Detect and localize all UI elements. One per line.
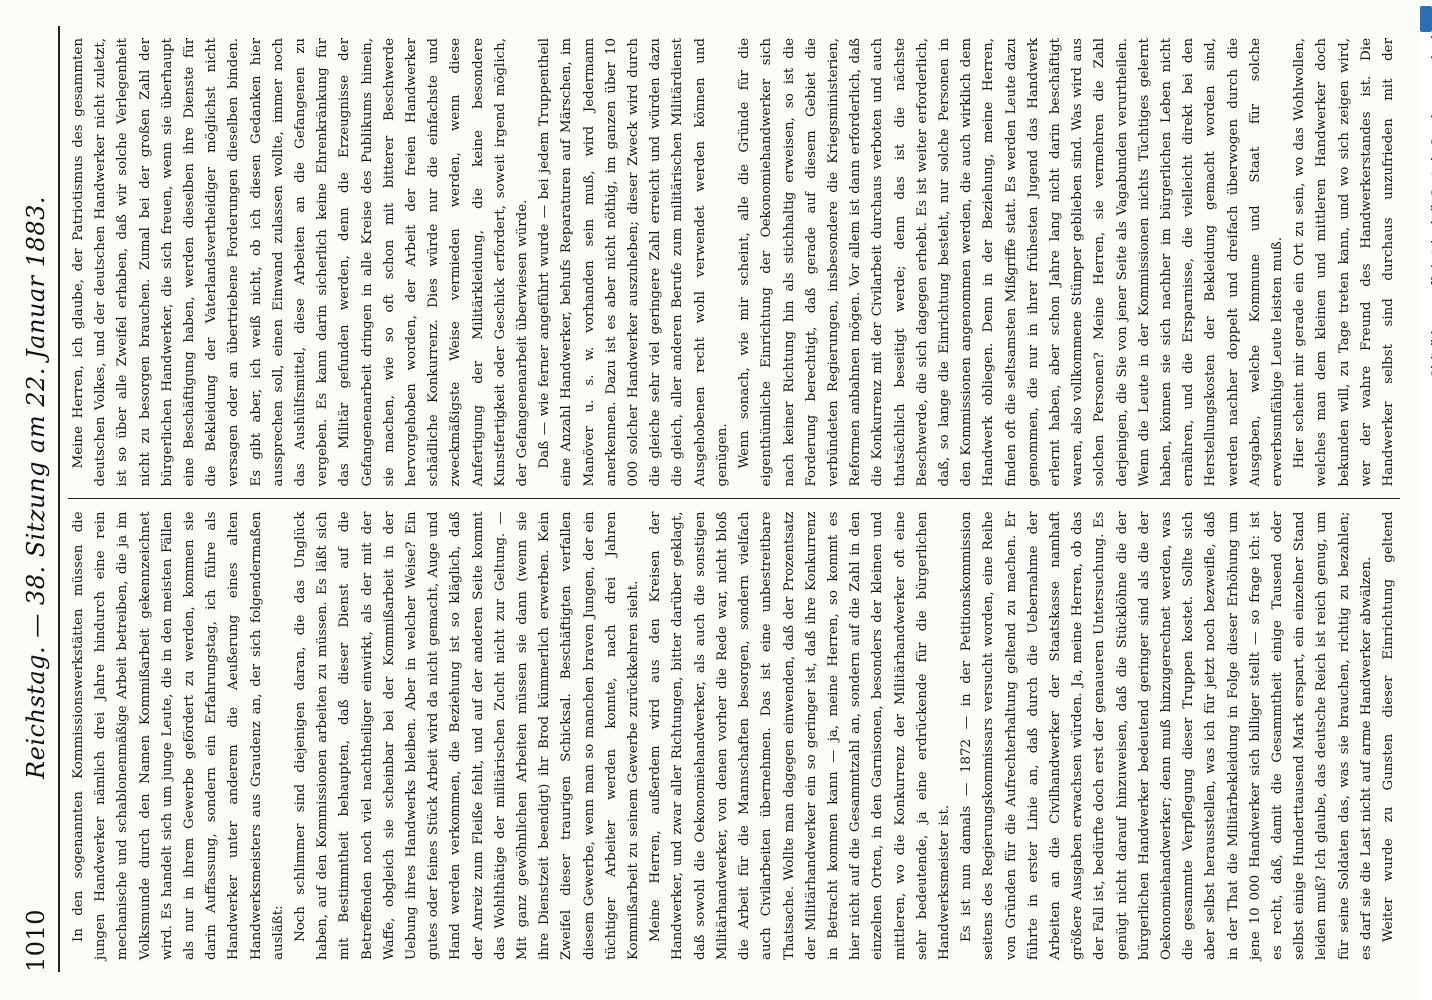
column-right xyxy=(64,26,1404,499)
column-divider xyxy=(68,499,1400,500)
page-header xyxy=(22,26,60,972)
paragraph: Es ist nun damals — 1872 — in der Petitionskommission seitens des Regierungskommissars versucht worden, eine Reihe von Gründen für die Aufrechterhaltung geltend zu machen. Er führte in erster Linie an, daß durch die Uebernahme der Arbeiten an die Civilhandwerker der Staatskasse namhaft größere Ausgaben erwachsen würden. Ja, meine Herren, ob das der Fall ist, bedürfte doch erst der genaueren Untersuchung. Es genügt nicht darauf hinzuweisen, daß die Stücklöhne die der bürgerlichen Handwerker bedeutend geringer sind als die der Oekonomiehandwerker; denn muß hinzugerechnet werden, was die gesammte Verpflegung dieser Truppen kostet. Sollte sich aber selbst herausstellen, was ich für jetzt noch bezweifle, daß in der That die Militärbekleidung in Folge dieser Erhöhung um jene 10 000 Handwerker sich billiger stellt — so frage ich: ist es recht, daß, damit die Gesammtheit einige Tausend oder selbst einige Hunderttausend Mark erspart, ein einzelner Stand leiden muß? Ich glaube, das deutsche Reich ist reich genug, um für seine Soldaten das, was sie brauchen, richtig zu bezahlen; es darf sie die Last nicht auf arme Handwerker abwälzen. xyxy=(959,511,1374,960)
page-title: Reichstag. — 38. Sitzung am 22. Januar 1883. xyxy=(22,196,50,779)
page-number: 1010 xyxy=(22,908,50,972)
text-columns xyxy=(64,26,1404,972)
column-left xyxy=(64,500,1404,973)
dfg-logo xyxy=(1420,6,1432,32)
paragraph: Wenn sonach, wie mir scheint, alle die Gründe für die eigenthümliche Einrichtung der Oekonomiehandwerker sich nach keiner Richtung hin als stichhaltig erweisen, so ist die Forderung berechtigt, daß gerade auf diesem Gebiet die verbündeten Regierungen, insbesondere die Kriegsministerien, Reformen anbahnen mögen. Vor allem ist dann erforderlich, daß die Konkurrenz mit der Civilarbeit durchaus verboten und auch thatsächlich beseitigt werde; denn das ist die nächste Beschwerde, die sich dagegen erhebt. Es ist weiter erforderlich, daß, so lange die Einrichtung besteht, nur solche Personen in den Kommissionen angenommen werden, die auch wirklich dem Handwerk obliegen. Denn in der Beziehung, meine Herren, finden oft die seltsamsten Mißgriffe statt. Es werden Leute dazu genommen, die nur in ihrer frühesten Jugend das Handwerk erlernt haben, aber schon Jahre lang nicht darin beschäftigt waren, also vollkommene Stümper geblieben sind. Was wird aus solchen Personen? Meine Herren, sie vermehren die Zahl derjenigen, die Sie von jener Seite als Vagabunden verurtheilen. Wenn die Leute in der Kommissionen nichts Tüchtiges gelernt haben, können sie sich nachher im bürgerlichen Leben nicht ernähren, und die Ersparnisse, die vielleicht direkt bei den Herstellungskosten der Bekleidung gemacht worden sind, werden nachher doppelt und dreifach überwogen durch die Ausgaben, welche Kommune und Staat für solche erwerbsunfähige Leute leisten muß. xyxy=(737,38,1285,487)
paragraph: Daß — wie ferner angeführt wurde — bei jedem Truppentheil eine Anzahl Handwerker, behufs Reparaturen auf Märschen, im Manöver u. s. w. vorhanden sein muß, wird Jedermann anerkennen. Dazu ist es aber nicht nöthig, im ganzen über 10 000 solcher Handwerker auszuheben; dieser Zweck wird durch die gleiche sehr viel geringere Zahl erreicht und würden dazu die gleich, aller anderen Berufe zum militärischen Militärdienst Ausgehobenen recht wohl verwendet werden können und genügen. xyxy=(537,38,730,487)
paragraph: Meine Herren, außerdem wird aus den Kreisen der Handwerker, und zwar aller Richtungen, bitter darüber geklagt, daß sowohl die Oekonomiehandwerker, als auch die sonstigen Militärhandwerker, von denen vorher die Rede war, nicht bloß die Arbeit für die Mannschaften besorgen, sondern vielfach auch Civilarbeiten übernehmen. Das ist eine unbestreitbare Thatsache. Wollte man dagegen einwenden, daß der Prozentsatz der Militärhandwerker ein so geringer ist, daß ihre Konkurrenz in Betracht kommen kann — ja, meine Herren, so kommt es hier nicht auf die Gesammtzahl an, sondern auf die Zahl in den einzelnen Orten, in den Garnisonen, besonders der kleinen und mittleren, wo die Konkurrenz der Militärhandwerker oft eine sehr bedeutende, ja eine erdrückende für die bürgerlichen Handwerksmeister ist. xyxy=(648,511,952,960)
paragraph: Noch schlimmer sind diejenigen daran, die das Unglück haben, auf den Kommissionen arbeiten zu müssen. Es läßt sich mit Bestimmtheit behaupten, daß dieser Dienst auf die Betreffenden noch viel nachtheiliger einwirkt, als der mit der Waffe, obgleich sie scheinbar bei der Kommißarbeit in der Uebung ihres Handwerks bleiben. Aber in welcher Weise? Ein gutes oder feines Stück Arbeit wird da nicht gemacht, Auge und Hand werden verkommen, die Beziehung ist so kläglich, daß der Anreiz zum Fleiße fehlt, und auf der anderen Seite kommt das Wohlthätige der militärischen Zucht nicht zur Geltung. — Mit ganz gewöhnlichen Arbeiten müssen sie dann (wenn sie ihre Dienstzeit beendigt) ihr Brod kümmerlich erwerben. Kein Zweifel dieser traurigen Schicksal. Beschäftigten verfallen diesem Gewerbe, wenn man so manchen braven Jungen, der ein tüchtiger Arbeiter werden konnte, nach drei Jahren Kommißarbeit zu seinem Gewerbe zurückkehren sieht. xyxy=(293,511,642,960)
paragraph: Meine Herren, ich glaube, der Patriotismus des gesammten deutschen Volkes, und der deutschen Handwerker nicht zuletzt, ist so über alle Zweifel erhaben, daß wir solche Verlegenheit nicht zu besorgen brauchen. Zumal bei der großen Zahl der bürgerlichen Handwerker, die sich freuen, wenn sie überhaupt eine Beschäftigung haben, werden dieselben ihre Dienste für die Bekleidung der Vaterlandsvertheidiger möglichst nicht versagen oder an übertriebene Forderungen dieselben binden. Es gibt aber, ich weiß nicht, ob ich diesen Gedanken hier aussprechen soll, einen Einwand zulassen wollte, immer noch das Aushülfsmittel, diese Arbeiten an die Gefangenen zu vergeben. Es kann darin sicherlich keine Ehrenkränkung für das Militär gefunden werden, denn die Erzeugnisse der Gefangenenarbeit dringen in alle Kreise des Publikums hinein, sie machen, wie so oft schon mit bitterer Beschwerde hervorgehoben worden, der Arbeit der freien Handwerker schädliche Konkurrenz. Dies würde nur die einfachste und zweckmäßigste Weise vermieden werden, wenn diese Anfertigung der Militärkleidung, die keine besondere Kunstfertigkeit oder Geschick erfordert, soweit irgend möglich, der Gefangenenarbeit überwiesen würde. xyxy=(71,38,531,487)
paragraph: Hier scheint mir gerade ein Ort zu sein, wo das Wohlwollen, welches man dem kleinen und mittleren Handwerker doch bekunden will, zu Tage treten kann, und wo sich zeigen wird, wer der wahre Freund des Handwerkerstandes ist. Die Handwerker selbst sind durchaus unzufrieden mit der xyxy=(1292,38,1396,487)
paragraph: Weiter wurde zu Gunsten dieser Einrichtung geltend xyxy=(1380,511,1396,942)
digitization-credit xyxy=(1420,0,1432,1000)
paragraph: In den sogenannten Kommissionswerkstätten müssen die jungen Handwerker nämlich drei Jahre hindurch eine rein mechanische und schablonenmäßige Arbeit betreiben, die ja im Volksmunde durch den Namen Kommißarbeit gekennzeichnet wird. Es handelt sich um junge Leute, die in den meisten Fällen als nur in ihrem Gewerbe gefördert zu werden, kommen sie darin Auffassung, sondern ein Erfahrungstag, ich führe als Handwerker unter anderem die Aeußerung eines alten Handwerksmeisters aus Graudenz an, der sich folgendermaßen ausläßt: xyxy=(71,511,286,960)
